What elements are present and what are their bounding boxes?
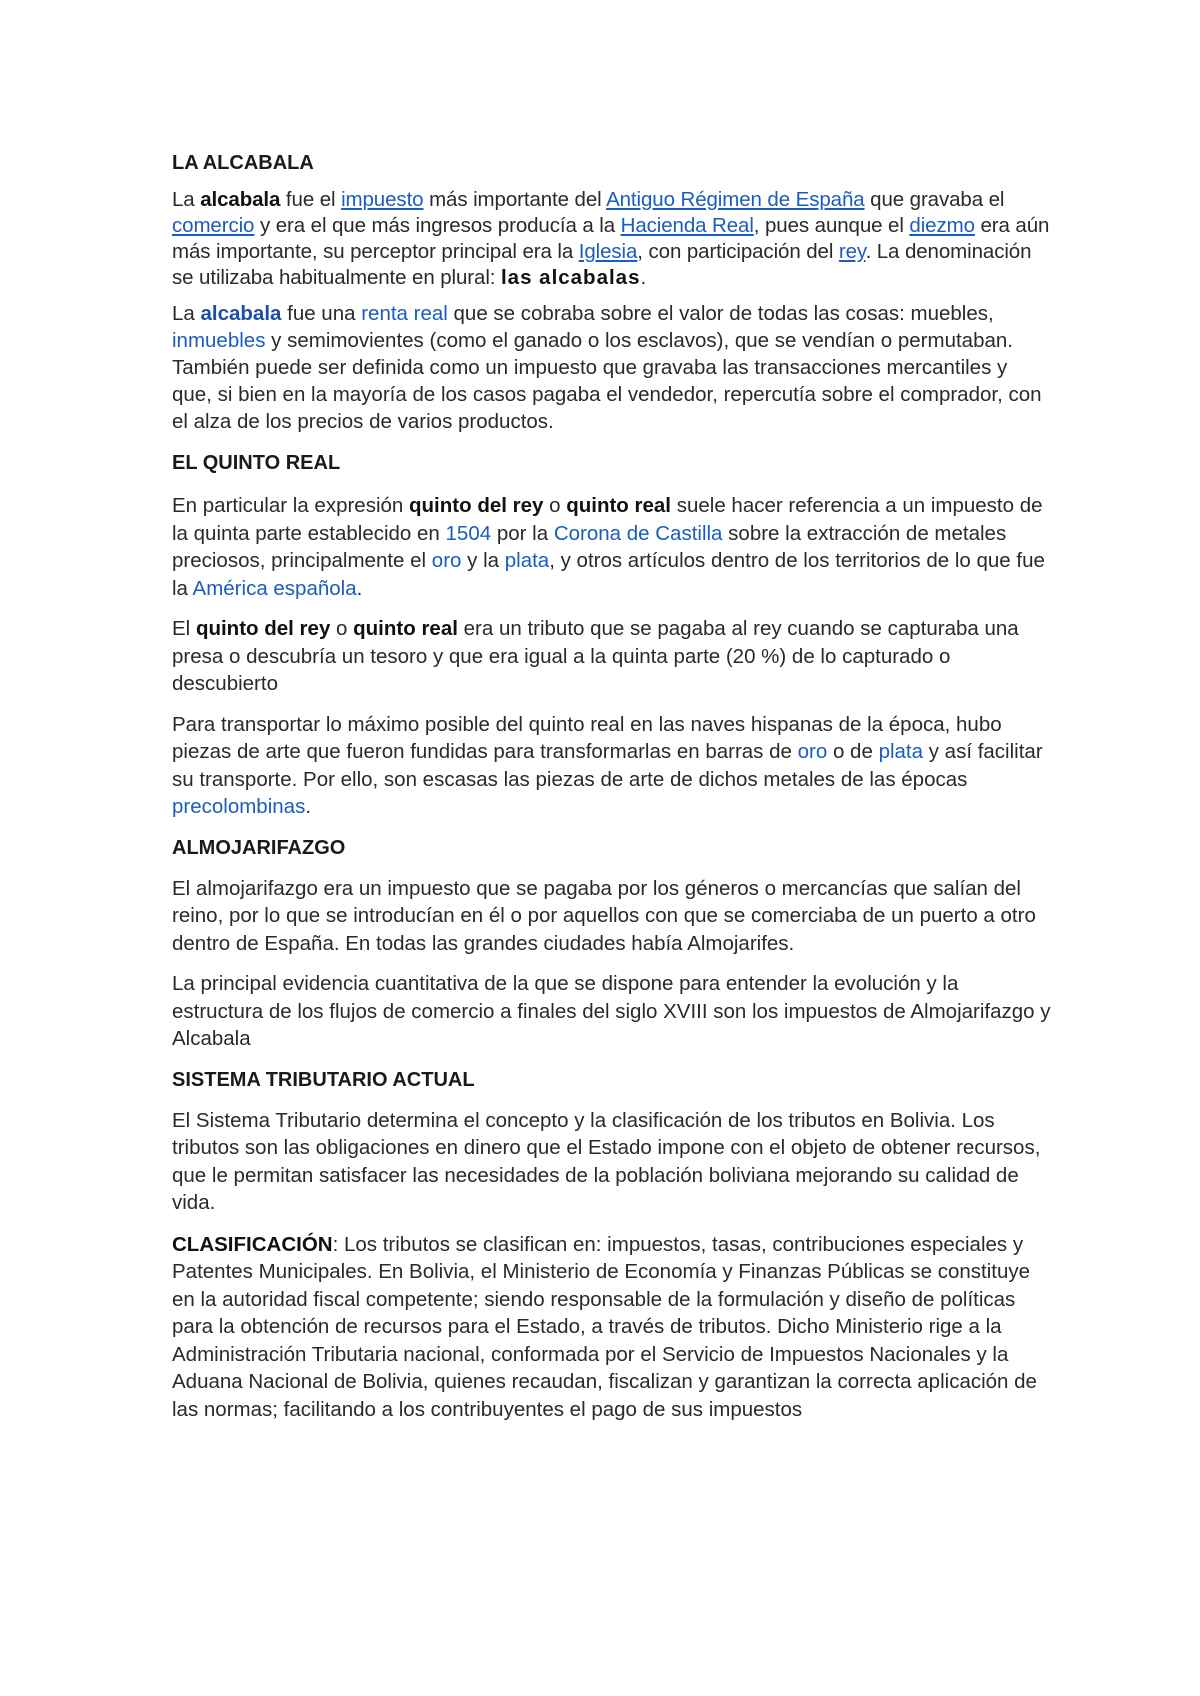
heading-almojarifazgo: ALMOJARIFAZGO [172, 836, 346, 859]
link-precolombinas[interactable]: precolombinas [172, 795, 306, 818]
link-oro-2[interactable]: oro [797, 740, 828, 763]
paragraph-quinto-1: En particular la expresión quinto del rey o quinto real suele hacer referencia a un impuesto de la quinta parte establecido en 1504 por la Corona de Castilla sobre la extracción de metales preciosos, principalmente el oro y la plata, y otros artículos dentro de los territorios de lo que fue la América española. [172, 494, 1045, 600]
paragraph-alcabala-1: La alcabala fue el impuesto más importante del Antiguo Régimen de España que gravaba el comercio y era el que más ingresos producía a la Hacienda Real, pues aunque el diezmo era aún más importante, su perceptor principal era la Iglesia, con participación del rey. La denominación se utilizaba habitualmente en plural: las alcabalas. [172, 188, 1050, 289]
document-content [172, 150, 1052, 1423]
heading-quinto-real: EL QUINTO REAL [172, 452, 341, 474]
paragraph-almojarifazgo-2: La principal evidencia cuantitativa de la que se dispone para entender la evolución y la estructura de los flujos de comercio a finales del siglo XVIII son los impuestos de Almojarifazgo y Alcabala [172, 972, 1051, 1050]
link-renta-real[interactable]: renta real [361, 302, 448, 325]
link-comercio[interactable]: comercio [172, 214, 255, 237]
link-plata-2[interactable]: plata [878, 740, 924, 763]
link-1504[interactable]: 1504 [445, 521, 492, 545]
paragraph-alcabala-2: La alcabala fue una renta real que se cobraba sobre el valor de todas las cosas: muebles, inmuebles y semimovientes (como el ganado o los esclavos), que se vendían o permutaban. También puede ser definida como un impuesto que gravaba las transacciones mercantiles y que, si bien en la mayoría de los casos pagaba el vendedor, repercutía sobre el comprador, con el alza de los precios de varios productos. [172, 302, 1042, 433]
paragraph-almojarifazgo-1: El almojarifazgo era un impuesto que se pagaba por los géneros o mercancías que salían del reino, por lo que se introducían en él o por aquellos con que se comerciaba de un puerto a otro dentro de España. En todas las grandes ciudades había Almojarifes. [172, 876, 1036, 955]
link-diezmo[interactable]: diezmo [909, 214, 975, 237]
link-plata[interactable]: plata [504, 549, 550, 572]
link-impuesto[interactable]: impuesto [341, 188, 424, 211]
paragraph-sistema-1: El Sistema Tributario determina el concepto y la clasificación de los tributos en Bolivia. Los tributos son las obligaciones en dinero que el Estado impone con el objeto de obtener recursos, que le permitan satisfacer las necesidades de la población boliviana mejorando su calidad de vida. [172, 1108, 1041, 1214]
link-antiguo-regimen[interactable]: Antiguo Régimen de España [606, 188, 865, 211]
link-iglesia[interactable]: Iglesia [578, 240, 638, 263]
paragraph-quinto-3: Para transportar lo máximo posible del quinto real en las naves hispanas de la época, hubo piezas de arte que fueron fundidas para transformarlas en barras de oro o de plata y así facilitar su transporte. Por ello, son escasas las piezas de arte de dichos metales de las épocas precolombinas. [172, 712, 1043, 818]
paragraph-clasificacion: CLASIFICACIÓN: Los tributos se clasifican en: impuestos, tasas, contribuciones especiales y Patentes Municipales. En Bolivia, el Ministerio de Economía y Finanzas Públicas se constituye en la autoridad fiscal competente; siendo responsable de la formulación y diseño de políticas para la obtención de recursos para el Estado, a través de tributos. Dicho Ministerio rige a la Administración Tributaria nacional, conformada por el Servicio de Impuestos Nacionales y la Aduana Nacional de Bolivia, quienes recaudan, fiscalizan y garantizan la correcta aplicación de las normas; facilitando a los contribuyentes el pago de sus impuestos [172, 1232, 1037, 1421]
link-inmuebles[interactable]: inmuebles [172, 329, 266, 352]
heading-alcabala: LA ALCABALA [172, 152, 314, 174]
link-america-espanola[interactable]: América española [192, 576, 357, 600]
link-hacienda-real[interactable]: Hacienda Real [620, 214, 754, 237]
link-corona-castilla[interactable]: Corona de Castilla [553, 521, 723, 545]
paragraph-quinto-2: El quinto del rey o quinto real era un tributo que se pagaba al rey cuando se capturaba una presa o descubría un tesoro y que era igual a la quinta parte (20 %) de lo capturado o descubierto [172, 617, 1019, 695]
heading-sistema-tributario: SISTEMA TRIBUTARIO ACTUAL [172, 1068, 475, 1091]
link-oro[interactable]: oro [431, 549, 462, 572]
link-rey[interactable]: rey [838, 240, 866, 263]
